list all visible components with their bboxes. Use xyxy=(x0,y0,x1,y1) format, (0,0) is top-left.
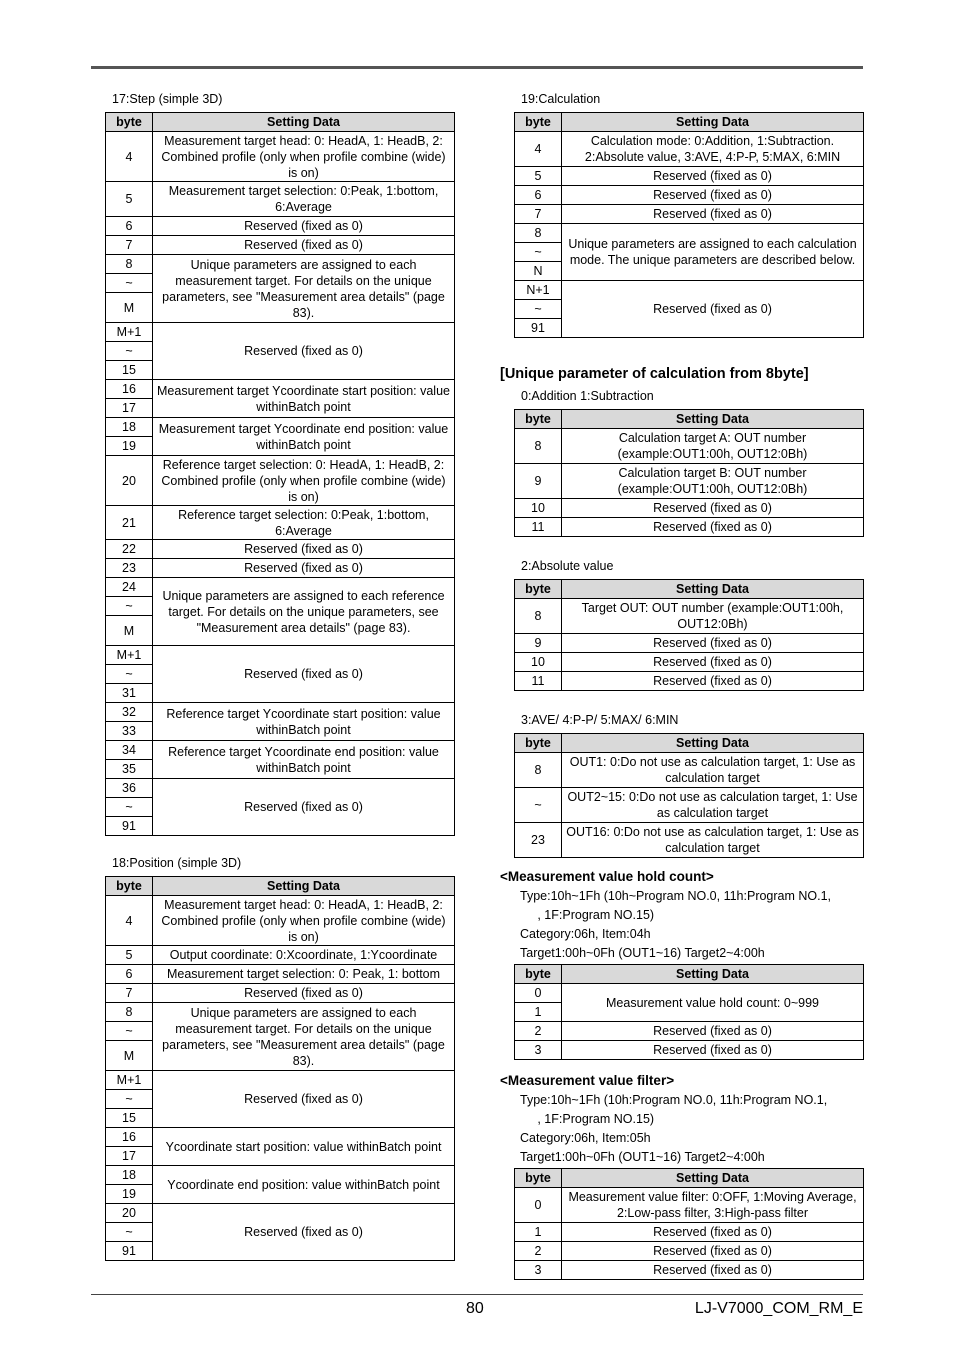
byte-cell: 3 xyxy=(515,1041,562,1060)
filter-note: Target1:00h~0Fh (OUT1~16) Target2~4:00h xyxy=(520,1150,765,1164)
byte-cell: 9 xyxy=(515,634,562,653)
header-rule xyxy=(91,66,863,69)
byte-cell: 18 xyxy=(106,418,153,437)
byte-cell: 3 xyxy=(515,1261,562,1280)
col-header-byte: byte xyxy=(515,580,562,599)
setting-cell: Calculation target A: OUT number (example:OUT1:00h, OUT12:0Bh) xyxy=(562,429,864,464)
byte-cell: ~ xyxy=(106,665,153,684)
byte-cell: ~ xyxy=(106,1223,153,1242)
setting-cell: OUT2~15: 0:Do not use as calculation target, 1: Use as calculation target xyxy=(562,788,864,823)
hold-note: Category:06h, Item:04h xyxy=(520,927,651,941)
col-header-setting-data: Setting Data xyxy=(562,1169,864,1188)
col-header-byte: byte xyxy=(515,410,562,429)
byte-cell: 11 xyxy=(515,672,562,691)
byte-cell: ~ xyxy=(515,788,562,823)
setting-cell: Reserved (fixed as 0) xyxy=(562,281,864,338)
setting-cell: Reserved (fixed as 0) xyxy=(562,518,864,537)
byte-cell: 1 xyxy=(515,1003,562,1022)
setting-cell: Reserved (fixed as 0) xyxy=(562,653,864,672)
col-header-byte: byte xyxy=(515,734,562,753)
byte-cell: 16 xyxy=(106,380,153,399)
byte-cell: M xyxy=(106,293,153,323)
byte-cell: M+1 xyxy=(106,323,153,342)
setting-cell: Reserved (fixed as 0) xyxy=(153,1204,455,1261)
byte-cell: 7 xyxy=(515,205,562,224)
setting-cell: Reserved (fixed as 0) xyxy=(562,1022,864,1041)
setting-cell: Measurement target selection: 0:Peak, 1:bottom, 6:Average xyxy=(153,182,455,217)
byte-cell: 6 xyxy=(515,186,562,205)
byte-cell: ~ xyxy=(106,597,153,616)
setting-cell: Reserved (fixed as 0) xyxy=(562,1242,864,1261)
byte-cell: 20 xyxy=(106,456,153,506)
absval-table xyxy=(514,579,864,691)
byte-cell: 6 xyxy=(106,217,153,236)
document-id: LJ-V7000_COM_RM_E xyxy=(694,1300,863,1317)
byte-cell: 22 xyxy=(106,540,153,559)
byte-cell: ~ xyxy=(106,798,153,817)
byte-cell: 8 xyxy=(106,255,153,274)
setting-cell: Reserved (fixed as 0) xyxy=(562,634,864,653)
setting-cell: Reserved (fixed as 0) xyxy=(153,559,455,578)
col-header-setting-data: Setting Data xyxy=(562,734,864,753)
setting-cell: Reserved (fixed as 0) xyxy=(562,205,864,224)
byte-cell: 4 xyxy=(106,896,153,946)
byte-cell: 15 xyxy=(106,361,153,380)
byte-cell: 17 xyxy=(106,399,153,418)
setting-cell: OUT16: 0:Do not use as calculation target, 1: Use as calculation target xyxy=(562,823,864,858)
setting-cell: Reserved (fixed as 0) xyxy=(153,779,455,836)
setting-cell: Measurement target selection: 0: Peak, 1: bottom xyxy=(153,965,455,984)
setting-cell: Unique parameters are assigned to each reference target. For details on the unique parameters, see "Measurement area details" (page 83). xyxy=(153,578,455,646)
col-header-byte: byte xyxy=(106,113,153,132)
col-header-byte: byte xyxy=(106,877,153,896)
calc-table-caption: 19:Calculation xyxy=(521,92,601,106)
byte-cell: 4 xyxy=(106,132,153,182)
byte-cell: 8 xyxy=(515,224,562,243)
byte-cell: 6 xyxy=(106,965,153,984)
unique-parameter-heading: [Unique parameter of calculation from 8byte] xyxy=(500,366,809,382)
byte-cell: 21 xyxy=(106,506,153,540)
byte-cell: 17 xyxy=(106,1147,153,1166)
byte-cell: 7 xyxy=(106,984,153,1003)
col-header-setting-data: Setting Data xyxy=(562,113,864,132)
setting-cell: Reference target selection: 0: HeadA, 1: HeadB, 2: Combined profile (only when profile combine (wide) is on) xyxy=(153,456,455,506)
byte-cell: N xyxy=(515,262,562,281)
byte-cell: 8 xyxy=(515,753,562,788)
setting-cell: Reserved (fixed as 0) xyxy=(153,540,455,559)
byte-cell: 36 xyxy=(106,779,153,798)
byte-cell: 91 xyxy=(106,1242,153,1261)
left-column xyxy=(105,92,455,1261)
setting-cell: Unique parameters are assigned to each measurement target. For details on the unique parameters, see "Measurement area details" (page 83). xyxy=(153,255,455,323)
addsub-table xyxy=(514,409,864,537)
byte-cell: 11 xyxy=(515,518,562,537)
byte-cell: 18 xyxy=(106,1166,153,1185)
setting-cell: Ycoordinate start position: value withinBatch point xyxy=(153,1128,455,1166)
setting-cell: Reserved (fixed as 0) xyxy=(153,236,455,255)
byte-cell: 32 xyxy=(106,703,153,722)
col-header-setting-data: Setting Data xyxy=(562,410,864,429)
col-header-setting-data: Setting Data xyxy=(562,965,864,984)
setting-cell: Measurement target head: 0: HeadA, 1: HeadB, 2: Combined profile (only when profile combine (wide) is on) xyxy=(153,132,455,182)
setting-cell: Reserved (fixed as 0) xyxy=(153,217,455,236)
setting-cell: Reserved (fixed as 0) xyxy=(562,1041,864,1060)
byte-cell: N+1 xyxy=(515,281,562,300)
byte-cell: ~ xyxy=(106,1090,153,1109)
setting-cell: Reference target Ycoordinate end position: value withinBatch point xyxy=(153,741,455,779)
page-number: 80 xyxy=(466,1300,484,1317)
setting-cell: Measurement value filter: 0:OFF, 1:Moving Average, 2:Low-pass filter, 3:High-pass filter xyxy=(562,1188,864,1223)
footer-rule xyxy=(91,1294,863,1295)
byte-cell: 20 xyxy=(106,1204,153,1223)
step-table-caption: 17:Step (simple 3D) xyxy=(112,92,223,106)
byte-cell: ~ xyxy=(515,300,562,319)
byte-cell: 23 xyxy=(515,823,562,858)
setting-cell: Reserved (fixed as 0) xyxy=(153,646,455,703)
byte-cell: 15 xyxy=(106,1109,153,1128)
byte-cell: 91 xyxy=(515,319,562,338)
position-table-caption: 18:Position (simple 3D) xyxy=(112,856,242,870)
byte-cell: 2 xyxy=(515,1242,562,1261)
setting-cell: Reserved (fixed as 0) xyxy=(562,167,864,186)
setting-cell: Reserved (fixed as 0) xyxy=(562,1261,864,1280)
byte-cell: ~ xyxy=(106,274,153,293)
byte-cell: 1 xyxy=(515,1223,562,1242)
col-header-byte: byte xyxy=(515,965,562,984)
col-header-byte: byte xyxy=(515,113,562,132)
addsub-table-caption: 0:Addition 1:Subtraction xyxy=(521,389,654,403)
byte-cell: 10 xyxy=(515,653,562,672)
setting-cell: Output coordinate: 0:Xcoordinate, 1:Ycoordinate xyxy=(153,946,455,965)
step-table xyxy=(105,112,455,836)
ave-table xyxy=(514,733,864,858)
setting-cell: Unique parameters are assigned to each measurement target. For details on the unique parameters, see "Measurement area details" (page 83). xyxy=(153,1003,455,1071)
ave-table-caption: 3:AVE/ 4:P-P/ 5:MAX/ 6:MIN xyxy=(521,713,679,727)
setting-cell: Reference target Ycoordinate start position: value withinBatch point xyxy=(153,703,455,741)
byte-cell: 5 xyxy=(106,182,153,217)
byte-cell: 0 xyxy=(515,1188,562,1223)
byte-cell: 19 xyxy=(106,1185,153,1204)
filter-heading: <Measurement value filter> xyxy=(500,1073,675,1088)
absval-table-caption: 2:Absolute value xyxy=(521,559,614,573)
byte-cell: 35 xyxy=(106,760,153,779)
byte-cell: M xyxy=(106,1041,153,1071)
byte-cell: 4 xyxy=(515,132,562,167)
hold-note: , 1F:Program NO.15) xyxy=(520,908,655,922)
hold-note: Target1:00h~0Fh (OUT1~16) Target2~4:00h xyxy=(520,946,765,960)
setting-cell: Reserved (fixed as 0) xyxy=(153,1071,455,1128)
byte-cell: 5 xyxy=(106,946,153,965)
setting-cell: Reserved (fixed as 0) xyxy=(153,323,455,380)
byte-cell: 8 xyxy=(515,599,562,634)
setting-cell: Measurement target Ycoordinate end position: value withinBatch point xyxy=(153,418,455,456)
hold-note: Type:10h~1Fh (10h~Program NO.0, 11h:Program NO.1, xyxy=(520,889,832,903)
byte-cell: M xyxy=(106,616,153,646)
setting-cell: Reference target selection: 0:Peak, 1:bottom, 6:Average xyxy=(153,506,455,540)
byte-cell: 34 xyxy=(106,741,153,760)
filter-note: Type:10h~1Fh (10h:Program NO.0, 11h:Program NO.1, xyxy=(520,1093,828,1107)
col-header-byte: byte xyxy=(515,1169,562,1188)
setting-cell: Measurement target Ycoordinate start position: value withinBatch point xyxy=(153,380,455,418)
byte-cell: ~ xyxy=(106,1022,153,1041)
setting-cell: Reserved (fixed as 0) xyxy=(153,984,455,1003)
setting-cell: OUT1: 0:Do not use as calculation target, 1: Use as calculation target xyxy=(562,753,864,788)
byte-cell: M+1 xyxy=(106,646,153,665)
col-header-setting-data: Setting Data xyxy=(153,113,455,132)
byte-cell: 33 xyxy=(106,722,153,741)
setting-cell: Reserved (fixed as 0) xyxy=(562,186,864,205)
setting-cell: Reserved (fixed as 0) xyxy=(562,1223,864,1242)
byte-cell: 91 xyxy=(106,817,153,836)
setting-cell: Calculation mode: 0:Addition, 1:Subtraction. 2:Absolute value, 3:AVE, 4:P-P, 5:MAX, 6:MIN xyxy=(562,132,864,167)
byte-cell: 8 xyxy=(106,1003,153,1022)
filter-note: Category:06h, Item:05h xyxy=(520,1131,651,1145)
byte-cell: 31 xyxy=(106,684,153,703)
col-header-setting-data: Setting Data xyxy=(562,580,864,599)
position-table xyxy=(105,876,455,1261)
byte-cell: 10 xyxy=(515,499,562,518)
byte-cell: 5 xyxy=(515,167,562,186)
setting-cell: Ycoordinate end position: value withinBatch point xyxy=(153,1166,455,1204)
byte-cell: 9 xyxy=(515,464,562,499)
byte-cell: 19 xyxy=(106,437,153,456)
byte-cell: 16 xyxy=(106,1128,153,1147)
byte-cell: 7 xyxy=(106,236,153,255)
byte-cell: 24 xyxy=(106,578,153,597)
byte-cell: ~ xyxy=(106,342,153,361)
calc-table xyxy=(514,112,864,338)
setting-cell: Measurement value hold count: 0~999 xyxy=(562,984,864,1022)
right-column xyxy=(500,92,864,1280)
setting-cell: Reserved (fixed as 0) xyxy=(562,672,864,691)
byte-cell: 0 xyxy=(515,984,562,1003)
byte-cell: 23 xyxy=(106,559,153,578)
byte-cell: 2 xyxy=(515,1022,562,1041)
byte-cell: M+1 xyxy=(106,1071,153,1090)
setting-cell: Reserved (fixed as 0) xyxy=(562,499,864,518)
setting-cell: Calculation target B: OUT number (example:OUT1:00h, OUT12:0Bh) xyxy=(562,464,864,499)
col-header-setting-data: Setting Data xyxy=(153,877,455,896)
byte-cell: 8 xyxy=(515,429,562,464)
filter-table xyxy=(514,1168,864,1280)
hold-count-heading: <Measurement value hold count> xyxy=(500,869,714,884)
hold-table xyxy=(514,964,864,1060)
byte-cell: ~ xyxy=(515,243,562,262)
setting-cell: Measurement target head: 0: HeadA, 1: HeadB, 2: Combined profile (only when profile combine (wide) is on) xyxy=(153,896,455,946)
filter-note: , 1F:Program NO.15) xyxy=(520,1112,655,1126)
setting-cell: Target OUT: OUT number (example:OUT1:00h, OUT12:0Bh) xyxy=(562,599,864,634)
setting-cell: Unique parameters are assigned to each calculation mode. The unique parameters are described below. xyxy=(562,224,864,281)
